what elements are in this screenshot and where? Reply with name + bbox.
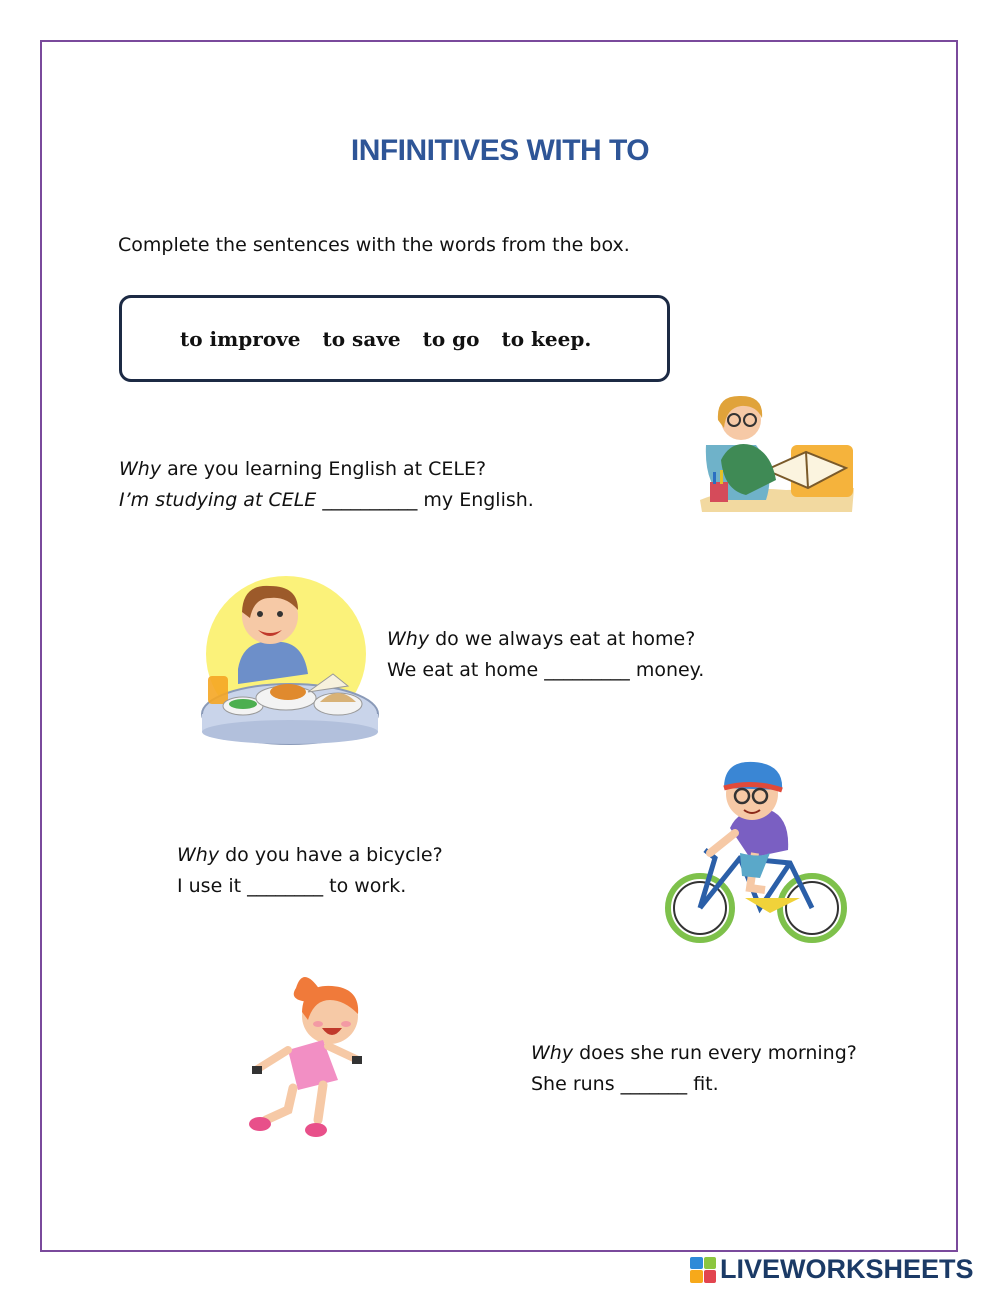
instruction-text: Complete the sentences with the words from the box.: [118, 234, 630, 256]
word-box: [119, 295, 670, 382]
question-word: Why: [119, 458, 162, 480]
question-word: Why: [531, 1042, 574, 1064]
answer-text: money.: [635, 659, 705, 681]
liveworksheets-logo-icon: [690, 1257, 716, 1283]
answer-text: my English.: [423, 489, 534, 511]
question-text: do we always eat at home?: [429, 628, 696, 650]
brand-name: LIVEWORKSHEETS: [720, 1254, 974, 1284]
liveworksheets-logo: [690, 1254, 974, 1285]
answer-text: fit.: [693, 1073, 719, 1095]
question-3: [177, 840, 443, 902]
answer-prefix: I’m studying at CELE: [119, 489, 317, 511]
answer-blank[interactable]: We eat at home _________: [387, 659, 636, 681]
word-option: to keep.: [501, 326, 592, 351]
boy-eating-illustration: [198, 574, 380, 746]
answer-blank[interactable]: She runs _______: [531, 1073, 694, 1095]
word-option: to improve: [180, 326, 301, 351]
question-text: does she run every morning?: [573, 1042, 857, 1064]
girl-running-illustration: [248, 970, 370, 1142]
answer-text: to work.: [329, 875, 407, 897]
page-title: INFINITIVES WITH TO: [350, 134, 650, 167]
word-option: to go: [422, 326, 480, 351]
question-word: Why: [387, 628, 430, 650]
question-2: [387, 624, 704, 686]
question-word: Why: [177, 844, 220, 866]
word-option: to save: [322, 326, 401, 351]
boy-cycling-illustration: [660, 758, 852, 948]
girl-studying-illustration: [696, 390, 856, 515]
question-text: do you have a bicycle?: [219, 844, 443, 866]
answer-blank[interactable]: I use it ________: [177, 875, 330, 897]
question-1: [119, 454, 534, 516]
question-4: [531, 1038, 857, 1100]
question-text: are you learning English at CELE?: [161, 458, 487, 480]
answer-blank[interactable]: __________: [316, 489, 424, 511]
